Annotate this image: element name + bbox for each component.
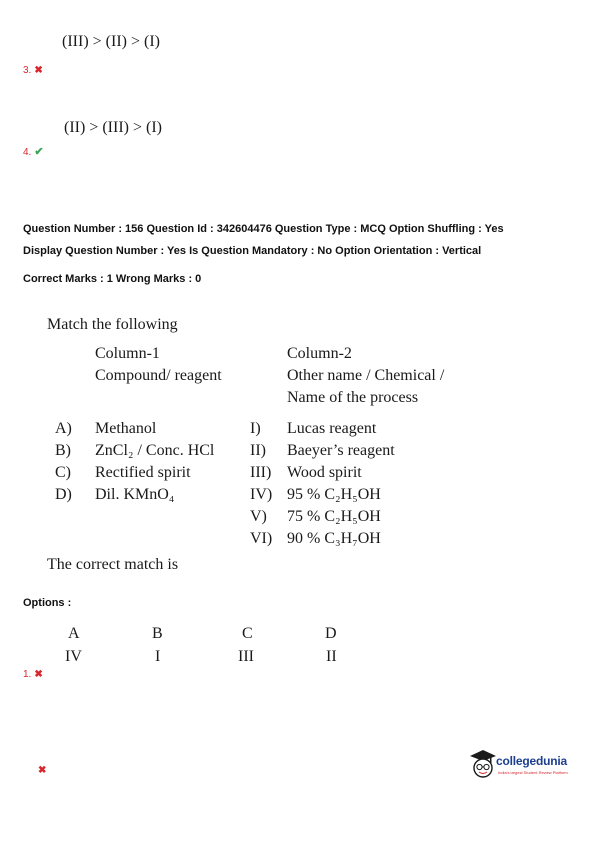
option1-header-b: B [152,625,163,642]
options-label: Options : [23,597,72,609]
item-key: V) [250,508,267,525]
collegedunia-logo [468,748,583,782]
item-text: 75 % C₂H₅OH [287,508,381,525]
next-option-marker [35,760,46,778]
item-text: Rectified spirit [95,464,191,481]
option-number: 1. [23,669,32,680]
prev-option-3 [23,60,43,78]
item-key: II) [250,442,266,459]
option1-value-b: I [155,648,161,665]
item-key: III) [250,464,272,481]
logo-tagline: India's largest Student Review Platform [498,770,568,775]
item-key: VI) [250,530,273,547]
item-key: C) [55,464,71,481]
mascot-icon [468,748,498,782]
item-key: D) [55,486,72,503]
prev-option-4 [23,142,44,160]
question-outro: The correct match is [47,556,179,573]
option1-value-c: III [238,648,254,665]
prev-option-4-text: (II) > (III) > (I) [64,119,162,136]
check-icon: ✔ [34,146,44,158]
column2-item [250,440,395,461]
item-text: 95 % C₂H₅OH [287,486,381,503]
item-text: Lucas reagent [287,420,377,437]
question-meta-line1: Question Number : 156 Question Id : 342604476 Question Type : MCQ Option Shuffling : Yes [23,223,504,235]
column1-item [55,418,156,439]
option-1 [23,664,43,682]
column2-item [250,506,381,527]
question-meta-line2: Display Question Number : Yes Is Question Mandatory : No Option Orientation : Vertical [23,245,482,257]
logo-name: collegedunia [496,754,567,768]
question-meta-line3: Correct Marks : 1 Wrong Marks : 0 [23,273,202,285]
column1-item [55,440,214,461]
option-number: 4. [23,147,32,158]
option1-header-a: A [68,625,80,642]
item-text: ZnCl₂ / Conc. HCl [95,442,215,459]
item-key: B) [55,442,71,459]
column1-title: Column-1 [95,345,160,362]
column1-item [55,462,191,483]
item-text: 90 % C₃H₇OH [287,530,381,547]
option1-value-d: II [326,648,337,665]
item-text: Methanol [95,420,157,437]
option1-header-d: D [325,625,337,642]
cross-icon: ✖ [34,65,43,76]
option1-value-a: IV [65,648,82,665]
option1-header-c: C [242,625,253,642]
column2-item [250,484,381,505]
item-key: A) [55,420,72,437]
cross-icon: ✖ [38,765,47,776]
column2-subtitle-2: Name of the process [287,389,419,406]
item-key: I) [250,420,261,437]
item-text: Dil. KMnO₄ [95,486,175,503]
column2-item [250,528,381,549]
column2-item [250,418,376,439]
prev-option-3-text: (III) > (II) > (I) [62,33,160,50]
column2-subtitle-1: Other name / Chemical / [287,367,445,384]
question-intro: Match the following [47,316,178,333]
cross-icon: ✖ [34,669,43,680]
item-key: IV) [250,486,273,503]
item-text: Baeyer’s reagent [287,442,395,459]
column2-item [250,462,362,483]
column1-item [55,484,174,505]
column2-title: Column-2 [287,345,352,362]
item-text: Wood spirit [287,464,362,481]
column1-subtitle: Compound/ reagent [95,367,222,384]
option-number: 3. [23,65,32,76]
